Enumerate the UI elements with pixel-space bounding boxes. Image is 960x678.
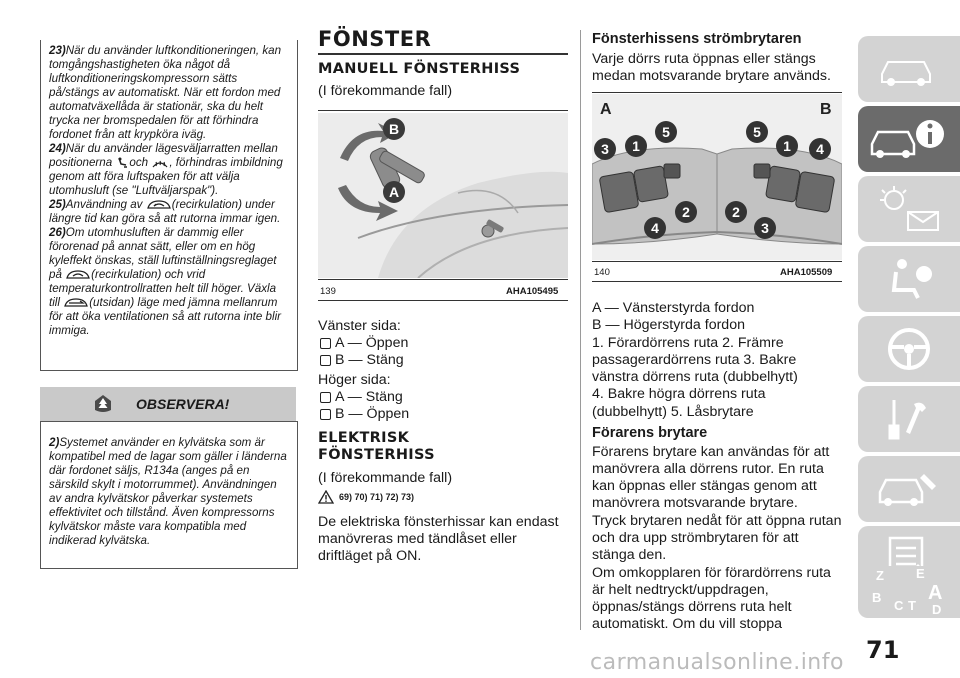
wrench-car-icon: [876, 468, 942, 512]
airbag-seat-icon: [880, 256, 940, 302]
figure-page: 139: [320, 286, 336, 297]
figure2-page: 140: [594, 267, 610, 278]
sidebar-tab-service[interactable]: [858, 456, 960, 522]
left-side-label: Vänster sida:: [318, 318, 401, 334]
caption2-rule: [592, 281, 842, 282]
sidebar-tab-index[interactable]: [858, 566, 960, 618]
figure2-rule-top: [592, 92, 842, 93]
sidebar-tab-warnings[interactable]: [858, 176, 960, 242]
switch-panel-figure: [592, 94, 842, 260]
warning-header: [40, 387, 296, 421]
svg-text:3: 3: [761, 220, 769, 236]
sidebar-tab-car-info[interactable]: [858, 106, 960, 172]
watermark: carmanualsonline.info: [590, 650, 844, 675]
svg-text:5: 5: [662, 124, 670, 140]
refs-row: [318, 490, 414, 504]
sidebar-tab-safety[interactable]: [858, 246, 960, 312]
checkbox-icon: [320, 355, 331, 366]
switch-legend: A — Vänsterstyrda fordon B — Högerstyrda fordon 1. Förardörrens ruta 2. Främre passagerardörrens ruta 3. Bakre vänstra dörrens ruta (dubbelhytt) 4. Bakre högra dörrens ruta (dubbelhytt) 5. Låsbrytare: [592, 300, 798, 420]
driver-switch-heading: Förarens brytare: [592, 425, 708, 441]
manual-optional: (I förekommande fall): [318, 83, 453, 99]
warning-text: 2)Systemet använder en kylvätska som är kompatibel med de lagar som gäller i länderna där fordonet säljs, R134a (anges på en särskild skylt i motorrummet). Användningen av andra kylvätskor påverkar systemets effektivitet och tillstånd. Även kompressorns kylvätskor måste vara kompatibla med indikerad kylvätska.: [49, 436, 287, 547]
left-item-b: B — Stäng: [320, 352, 404, 369]
refs: 69) 70) 71) 72) 73): [339, 492, 415, 502]
checkbox-icon: [320, 338, 331, 349]
warning-lights-icon: [874, 184, 944, 234]
panel-a-label: A: [600, 101, 612, 118]
page-number: 71: [866, 636, 900, 664]
recirculation-icon: [146, 199, 172, 211]
title-rule: [318, 53, 568, 55]
figure-code: AHA105495: [506, 286, 559, 297]
warning-box: [40, 421, 298, 569]
right-side-label: Höger sida:: [318, 372, 391, 388]
right-item-b: B — Öppen: [320, 406, 409, 423]
car-icon: [876, 52, 936, 88]
environment-tree-icon: [93, 394, 113, 414]
manual-window-heading: MANUELL FÖNSTERHISS: [318, 61, 521, 77]
note-23: 23)När du använder luftkonditioneringen, kan tomgångshastigheten öka något då luftkonditioneringskompressorn sätts på/stängs av automatiskt. När ett fordon med automatväxellåda är stationär, ska du helt trycka ner bromspedalen för att förhindra fordonet från att krypköra iväg.: [49, 44, 282, 141]
electric-optional: (I förekommande fall): [318, 470, 453, 486]
driver-switch-p2: Tryck brytaren nedåt för att öppna rutan och dra upp strömbrytaren för att stänga den.: [592, 513, 842, 563]
left-item-a: A — Öppen: [320, 335, 408, 352]
manual-crank-figure: [318, 113, 568, 278]
sidebar-tab-car[interactable]: [858, 36, 960, 102]
warning-triangle-icon: [318, 490, 334, 504]
svg-text:2: 2: [682, 204, 690, 220]
svg-text:1: 1: [632, 138, 640, 154]
driver-switch-p1: Förarens brytare kan användas för att manövrera alla dörrens rutor. En ruta kan öppnas eller stängas genom att manövrera motsvarande brytare.: [592, 444, 830, 511]
electric-text: De elektriska fönsterhissar kan endast manövreras med tändlåset eller driftläget på ON.: [318, 514, 559, 564]
checkbox-icon: [320, 409, 331, 420]
checkbox-icon: [320, 392, 331, 403]
caption-rule: [318, 300, 568, 301]
right-item-a: A — Stäng: [320, 389, 403, 406]
svg-text:5: 5: [753, 124, 761, 140]
panel-b-label: B: [820, 101, 832, 118]
switch-heading: Fönsterhissens strömbrytaren: [592, 31, 802, 47]
sidebar-tab-driving[interactable]: [858, 316, 960, 382]
recirculation-icon: [65, 269, 91, 281]
electric-window-heading: ELEKTRISK FÖNSTERHISS: [318, 430, 435, 463]
driver-switch-p3: Om omkopplaren för förardörrens ruta är helt nedtryckt/uppdragen, öppnas/stängs dörrens ruta helt automatiskt. Om du vill stoppa: [592, 565, 831, 632]
sidebar-tab-emergency[interactable]: [858, 386, 960, 452]
notes-box: [40, 40, 298, 371]
figure2-rule-bottom: [592, 261, 842, 262]
fan-feet-icon: [115, 157, 129, 169]
warning-title: OBSERVERA!: [136, 396, 230, 412]
outside-air-icon: [63, 297, 89, 309]
defrost-icon: [151, 157, 169, 169]
section-title: FÖNSTER: [318, 27, 432, 51]
note-26: 26)Om utomhusluften är dammig eller förorenad på annat sätt, eller om en hög kyleffekt önskas, ställ luftinställningsreglaget på (recirkulation) och vrid temperaturkontrollratten helt till höger. Växla till (utsidan) läge med jämna mellanrum för att öka ventilationen så att rutorna inte blir immiga.: [49, 226, 282, 337]
note-24: 24)När du använder lägesväljarratten mellan positionerna och , förhindras imbildning genom att föra luftspaken för att välja utomhusluft (se "Luftväljarspak").: [49, 142, 283, 197]
note-25: 25)Användning av (recirkulation) under längre tid kan göra så att rutorna immar igen.: [49, 198, 281, 225]
switch-intro: Varje dörrs ruta öppnas eller stängs medan motsvarande brytare används.: [592, 51, 831, 84]
figure-rule-bottom: [318, 279, 568, 280]
svg-text:1: 1: [783, 138, 791, 154]
figure-rule-top: [318, 110, 568, 111]
svg-text:2: 2: [732, 204, 740, 220]
tools-icon: [884, 396, 934, 442]
column-divider: [580, 30, 581, 630]
figure2-code: AHA105509: [780, 267, 833, 278]
svg-text:4: 4: [816, 141, 824, 157]
svg-text:4: 4: [651, 220, 659, 236]
label-a: A: [388, 184, 400, 200]
car-info-icon: [868, 116, 948, 162]
svg-text:3: 3: [601, 141, 609, 157]
index-letters-icon: Z E A B C T D: [872, 566, 943, 617]
label-b: B: [388, 121, 400, 137]
steering-wheel-icon: [886, 326, 932, 372]
